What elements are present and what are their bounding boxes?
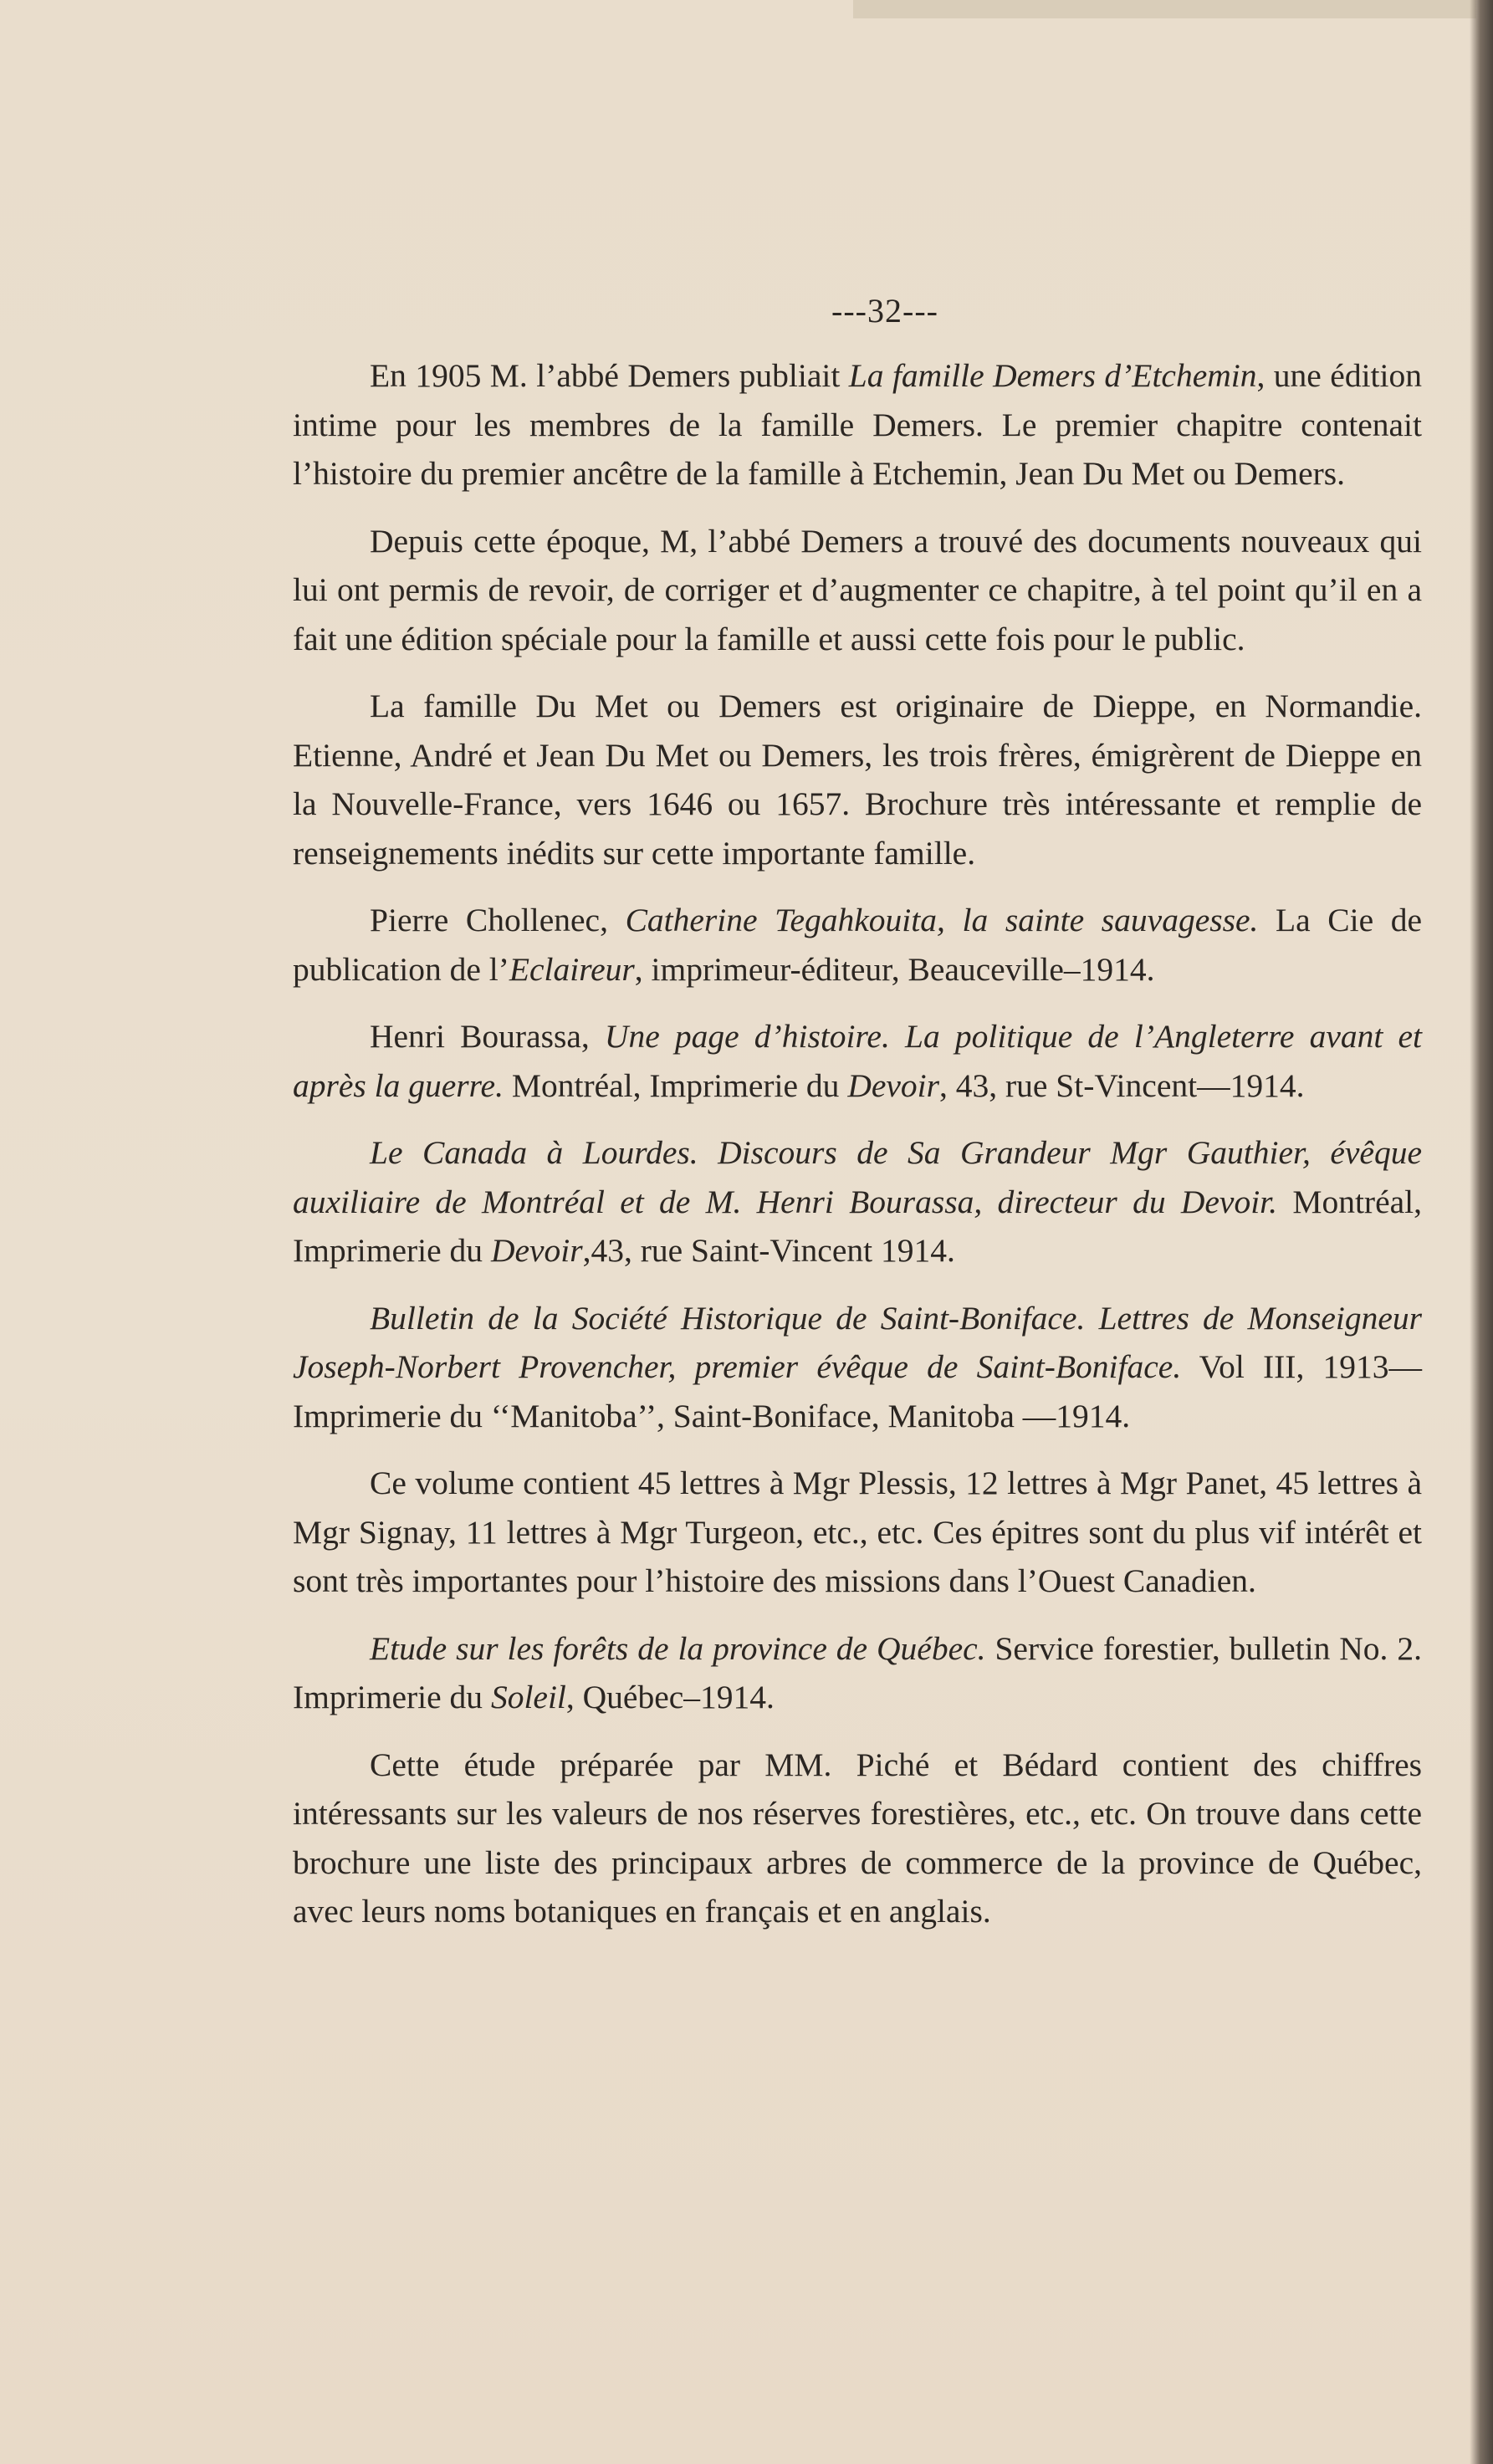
p5-text-c: Montréal, Imprimerie du: [503, 1066, 848, 1104]
p4-text-c: La Cie de publication de l’: [293, 902, 1422, 988]
page-binding-edge: [1470, 0, 1493, 2464]
entry-canada-lourdes: [293, 1128, 1422, 1275]
p9-newspaper: Soleil: [490, 1679, 566, 1715]
p1-text-c: , une édition intime pour les membres de la famille Demers. Le premier chapitre contenait l’histoire du premier ancêtre de la famille à Etchemin, Jean Du Met ou Demers.: [293, 357, 1422, 492]
paragraph-demers-1905: [293, 351, 1422, 498]
p6-newspaper: Devoir: [490, 1232, 583, 1269]
p5-newspaper: Devoir: [847, 1066, 939, 1104]
p9-title: Etude sur les forêts de la province de Québec.: [370, 1629, 986, 1667]
p4-newspaper: Eclaireur: [509, 950, 635, 988]
p10-text: Cette étude préparée par MM. Piché et Bédard contient des chiffres intéressants sur les valeurs de nos réserves forestières, etc., etc. On trouve dans cette brochure une liste des principaux arbres de commerce de la province de Québec, avec leurs noms botaniques en français et en anglais.: [293, 1746, 1422, 1930]
p7-text-b: Vol III, 1913—Imprimerie du ‘‘Manitoba’’, Saint-Boniface, Manitoba —1914.: [293, 1348, 1422, 1434]
entry-etude-forets: [293, 1624, 1422, 1722]
p8-text: Ce volume contient 45 lettres à Mgr Plessis, 12 lettres à Mgr Panet, 45 lettres à Mgr Signay, 11 lettres à Mgr Turgeon, etc., etc. Ces épitres sont du plus vif intérêt et sont très importantes pour l’histoire des missions dans l’Ouest Canadien.: [293, 1465, 1422, 1599]
entry-bulletin-saint-boniface: [293, 1294, 1422, 1441]
p5-text-e: , 43, rue St-Vincent—1914.: [939, 1066, 1305, 1104]
paragraph-etude-description: [293, 1741, 1422, 1936]
entry-chollenec: [293, 896, 1422, 994]
p1-title: La famille Demers d’Etchemin: [848, 357, 1257, 394]
paragraph-demers-revision: [293, 517, 1422, 664]
p4-text-e: , imprimeur-éditeur, Beauceville–1914.: [634, 950, 1155, 988]
page-number: ---32---: [831, 292, 938, 330]
p5-author: Henri Bourassa,: [370, 1018, 605, 1055]
p3-text: La famille Du Met ou Demers est originaire de Dieppe, en Normandie. Etienne, André et Jean Du Met ou Demers, les trois frères, émigrèrent de Dieppe en la Nouvelle-France, vers 1646 ou 1657. Brochure très intéressante et remplie de renseignements inédits sur cette importante famille.: [293, 688, 1422, 872]
p4-title: Catherine Tegahkouita, la sainte sauvagesse.: [625, 902, 1259, 938]
p6-text-b: Montréal, Imprimerie du: [293, 1183, 1422, 1269]
p6-title: Le Canada à Lourdes. Discours de Sa Grandeur Mgr Gauthier, évêque auxiliaire de Montréal et de M. Henri Bourassa, directeur du Devoir.: [293, 1134, 1422, 1220]
p2-text: Depuis cette époque, M, l’abbé Demers a trouvé des documents nouveaux qui lui ont permis de revoir, de corriger et d’augmenter ce chapitre, à tel point qu’il en a fait une édition spéciale pour la famille et aussi cette fois pour le public.: [293, 522, 1422, 657]
p7-title: Bulletin de la Société Historique de Saint-Boniface. Lettres de Monseigneur Joseph-Norbert Provencher, premier évêque de Saint-Boniface.: [293, 1299, 1422, 1385]
paragraph-bulletin-description: [293, 1459, 1422, 1606]
p9-text-d: , Québec–1914.: [565, 1679, 775, 1715]
p9-text-b: Service forestier, bulletin No. 2. Imprimerie du: [293, 1629, 1422, 1715]
p6-text-d: ,43, rue Saint-Vincent 1914.: [582, 1232, 955, 1269]
p1-text-a: En 1905 M. l’abbé Demers publiait: [370, 357, 849, 394]
paragraph-demers-origin: [293, 682, 1422, 877]
page-body: [293, 351, 1422, 1955]
entry-bourassa: [293, 1012, 1422, 1110]
p5-title: Une page d’histoire. La politique de l’Angleterre avant et après la guerre.: [293, 1018, 1422, 1104]
p4-author: Pierre Chollenec,: [370, 902, 626, 938]
page-top-strip: [853, 0, 1476, 18]
